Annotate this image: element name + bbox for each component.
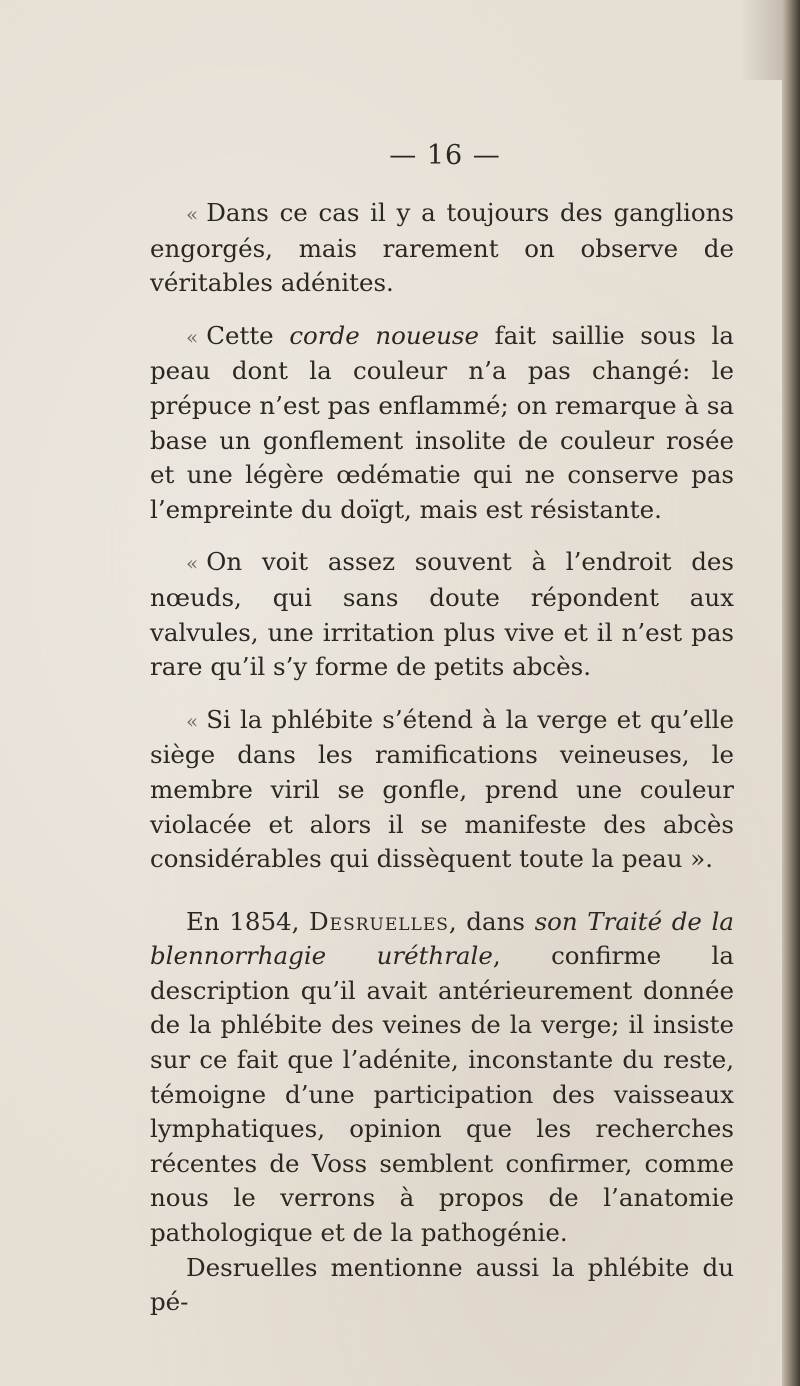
paragraph-3-text: On voit assez souvent à l’endroit des nœuds, qui sans doute répondent aux valvules, une irritation plus vive et il n’est pas rare qu’il s’y forme de petits abcès.	[150, 547, 734, 682]
quote-mark: «	[186, 324, 199, 349]
paragraph-6	[150, 1251, 734, 1320]
paragraph-4-text: Si la phlébite s’étend à la verge et qu’elle siège dans les ramifications veineuses, le membre viril se gonfle, prend une couleur violacée et alors il se manifeste des abcès considérables qui dissèquent toute la peau ».	[150, 704, 734, 874]
paragraph-6-text: Desruelles mentionne aussi la phlébite du pé-	[150, 1252, 734, 1317]
body-text	[150, 196, 734, 1320]
paragraph-5-text-rest: , confirme la description qu’il avait antérieurement donnée de la phlébite des veines de la verge; il insiste sur ce fait que l’adénite, inconstante du reste, témoigne d’une participation des vaisseaux lymphatiques, opinion que les recherches récentes de Voss semblent confirmer, comme nous le verrons à propos de l’anatomie pathologique et de la pathogénie.	[150, 941, 734, 1248]
paragraph-5	[150, 905, 734, 1251]
quote-mark: «	[186, 202, 199, 226]
quote-mark: «	[186, 708, 199, 733]
paragraph-1-text: Dans ce cas il y a toujours des ganglions engorgés, mais rarement on observe de véritables adénites.	[150, 198, 734, 298]
work-title: son Traité de la blennorrhagie uréthrale	[150, 906, 734, 971]
emphasis-corde-noueuse: corde noueuse	[289, 320, 479, 350]
paragraph-3	[150, 545, 734, 684]
quote-mark: «	[186, 551, 199, 576]
paragraph-2-text-after: fait saillie sous la peau dont la couleur n’a pas changé: le prépuce n’est pas enflammé; on remarque à sa base un gonflement insolite de couleur rosée et une légère œdématie qui ne conserve pas l’empreinte du doïgt, mais est résistante.	[150, 320, 734, 524]
paragraph-2-text-before: Cette	[206, 320, 290, 350]
paragraph-4	[150, 703, 734, 877]
paragraph-5-text-mid: , dans	[448, 906, 535, 936]
paragraph-5-text-start: En 1854,	[186, 906, 310, 936]
author-name: Desruelles	[309, 906, 449, 936]
paragraph-2	[150, 319, 734, 528]
page-binding-edge	[782, 0, 800, 1386]
paragraph-1	[150, 196, 734, 301]
page-number: — 16 —	[389, 140, 501, 171]
